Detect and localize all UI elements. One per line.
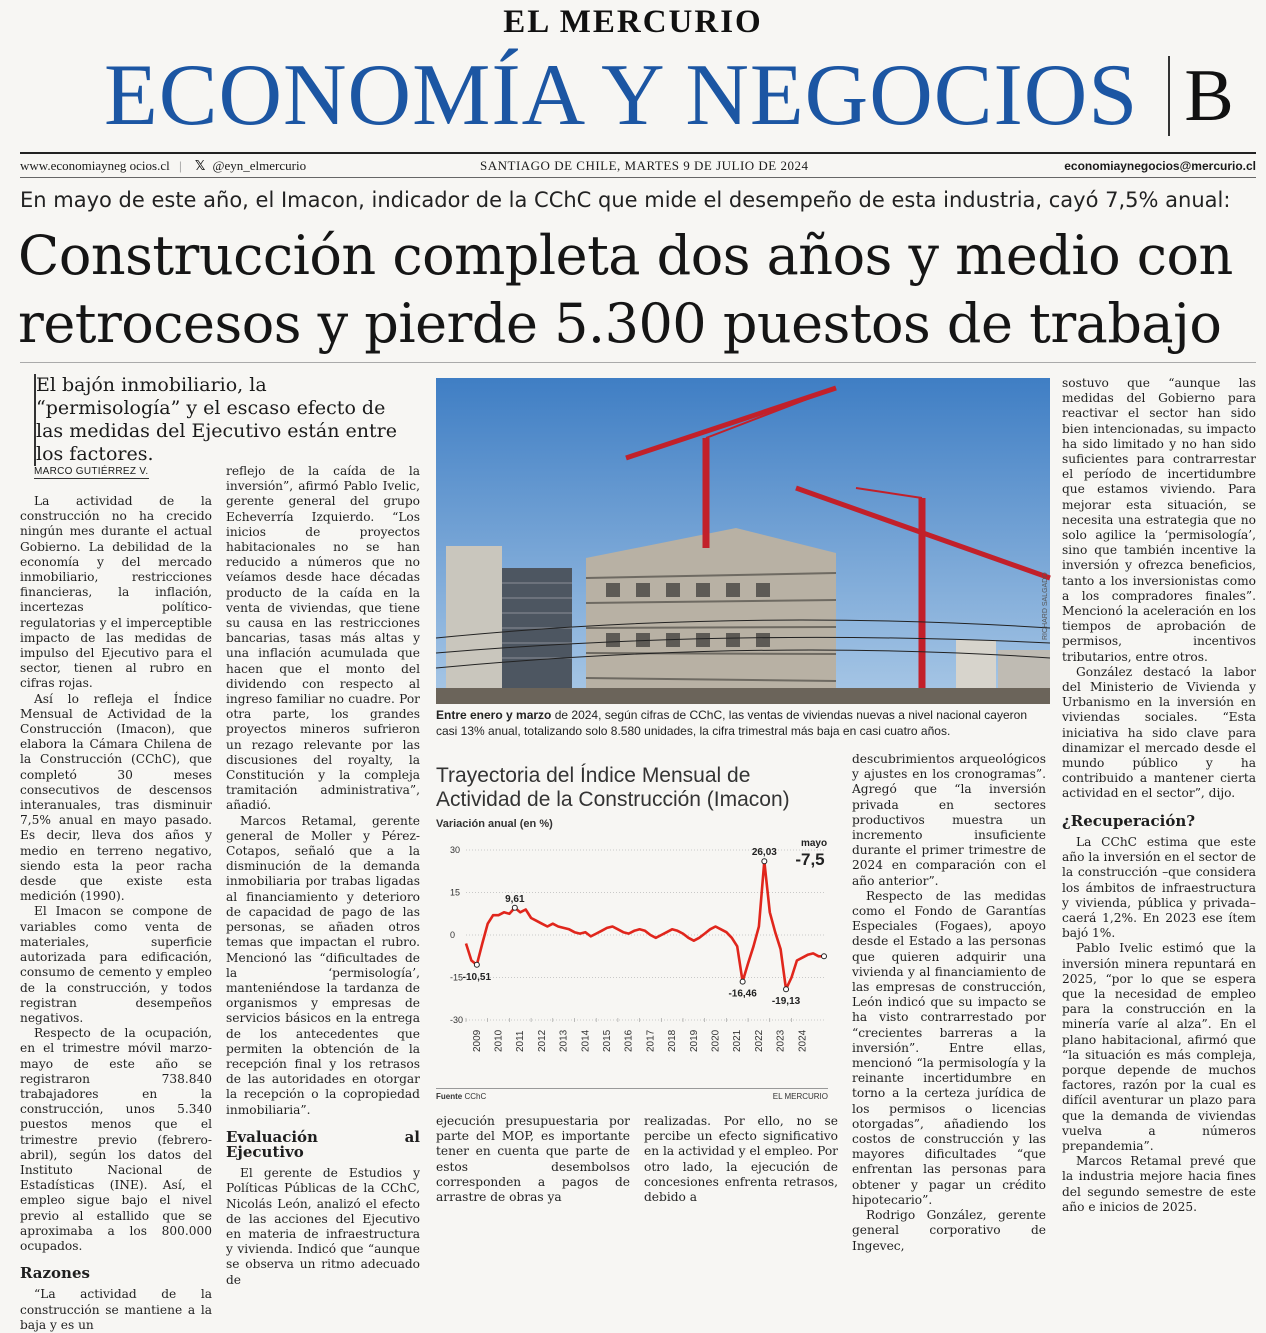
chart-source-label: Fuente xyxy=(436,1092,463,1101)
chart-ylabel: Variación anual (en %) xyxy=(436,818,553,830)
paragraph: Respecto de las medidas como el Fondo de Garantías Especiales (Fogaes), apoyo desde el Estado a las personas que quieren adquirir una vivienda y al financiamiento de las empresas de construcción, León indicó que su impacto se ha visto contrarrestado por “crecientes barreras a la inversión”. Entre ellas, mencionó “la permisología y la reinante incertidumbre en torno a la certeza jurídica de los permisos o licencias otorgadas”, añadiendo los costos de construcción y las mayores dificultades “que enfrentan las personas para obtener y pagar un crédito hipotecario”. xyxy=(852,888,1046,1207)
headline-line-2: retrocesos y pierde 5.300 puestos de trabajo xyxy=(18,292,1222,355)
separator: | xyxy=(178,158,182,173)
data-label: 9,61 xyxy=(505,893,525,905)
x-tick-label: 2016 xyxy=(623,1029,635,1052)
caption-bold: Entre enero y marzo xyxy=(436,708,552,722)
article-column-4 xyxy=(644,1114,838,1205)
y-tick-label: 30 xyxy=(450,845,461,855)
chart-footer xyxy=(436,1088,828,1101)
x-tick-label: 2019 xyxy=(688,1029,700,1052)
imacon-chart xyxy=(436,764,836,1104)
paragraph: El Imacon se compone de variables como venta de materiales, superficie autorizada para edificación, consumo de cemento y empleo de la construcción, y todos registran desempeños negativos. xyxy=(20,904,212,1025)
paragraph: Pablo Ivelic estimó que la inversión minera repuntará en 2025, “por lo que se espera que la necesidad de empleo para la construcción en la minería varíe al alza”. En el plano habitacional, afirmó que “la situación es más compleja, porque depende de muchos factores, razón por la cual es difícil aventurar un plazo para que la demanda de viviendas vuelva a números prepandemia”. xyxy=(1062,941,1256,1153)
x-tick-label: 2021 xyxy=(732,1029,744,1052)
article-headline xyxy=(18,222,1258,358)
last-label-value: -7,5 xyxy=(795,850,825,869)
subheading-recuperacion: ¿Recuperación? xyxy=(1062,811,1196,830)
x-tick-label: 2022 xyxy=(753,1029,765,1052)
data-point-marker xyxy=(784,987,789,992)
paragraph: reflejo de la caída de la inversión”, afirmó Pablo Ivelic, gerente general del grupo Echeverría Izquierdo. “Los inicios de proyectos habitacionales no se han reducido a números que no veíamos desde hace décadas producto de la caída en la venta de viviendas, que tiene su causa en las restricciones bancarias, tasas más altas y una inflación acumulada que hacen que el monto del dividendo con respecto al ingreso familiar no cuadre. Por otra parte, los grandes proyectos mineros sufrieron un rezago relevante por las discusiones del royalty, la Constitución y la compleja tramitación administrativa”, añadió. xyxy=(226,464,420,813)
photo-illustration xyxy=(436,378,1050,704)
dateline: SANTIAGO DE CHILE, MARTES 9 DE JULIO DE 2024 xyxy=(480,158,809,173)
y-tick-label: 15 xyxy=(450,887,461,898)
section-title: ECONOMÍA Y NEGOCIOS xyxy=(104,47,1139,144)
section-letter: B xyxy=(1168,56,1248,136)
paragraph: La actividad de la construcción no ha crecido ningún mes durante el actual Gobierno. La debilidad de la economía y del mercado inmobiliario, restricciones financieras, la inflación, incertezas político-regulatorias y el imperceptible impacto de las medidas de impulso del Ejecutivo para el sector, tienen al rubro en cifras rojas. xyxy=(20,494,212,691)
x-tick-label: 2009 xyxy=(471,1029,483,1052)
x-tick-label: 2017 xyxy=(645,1029,657,1052)
x-tick-label: 2015 xyxy=(602,1029,614,1052)
paragraph: González destacó la labor del Ministerio de Vivienda y Urbanismo en la inversión en viviendas sociales. “Esta iniciativa ha sido clave para dinamizar el mercado desde el mundo público y ha contribuido a mantener cierta actividad en el sector”, dijo. xyxy=(1062,664,1256,801)
imacon-series-line xyxy=(466,861,824,989)
x-tick-label: 2014 xyxy=(580,1029,592,1052)
article-column-2 xyxy=(226,464,420,1288)
article-column-6 xyxy=(1062,376,1256,1215)
x-tick-label: 2024 xyxy=(797,1029,809,1052)
x-logo-icon: 𝕏 xyxy=(194,159,206,174)
chart-plot xyxy=(436,830,836,1080)
x-tick-label: 2013 xyxy=(558,1029,570,1052)
photo-caption xyxy=(436,707,1050,739)
paragraph: Marcos Retamal, gerente general de Moller y Pérez-Cotapos, señaló que a la disminución de la demanda inmobiliaria por trabas ligadas al financiamiento y deterioro de capacidad de pago de las personas, se añaden otros temas que impactan el rubro. Mencionó las “dificultades de la ‘permisología’, manteniéndose la tardanza de organismos y empresas de servicios básicos en la entrega de los antecedentes que permiten la obtención de la recepción final y los retrasos de las autoridades en otorgar la recepción o la copropiedad inmobiliaria”. xyxy=(226,813,420,1117)
construction-photo xyxy=(436,378,1050,704)
y-tick-label: -15 xyxy=(450,972,464,983)
paragraph: Respecto de la ocupación, en el trimestre móvil marzo-mayo de este año se registraron 738.840 trabajadores en la construcción, unos 5.340 puestos menos que el trimestre previo (febrero-abril), según los datos del Instituto Nacional de Estadísticas (INE). Así, el empleo sigue bajo el nivel previo al estallido que se aproximaba a los 800.000 ocupados. xyxy=(20,1026,212,1253)
x-tick-label: 2010 xyxy=(493,1029,505,1052)
article-kicker: En mayo de este año, el Imacon, indicador de la CChC que mide el desempeño de esta industria, cayó 7,5% anual: xyxy=(20,188,1231,212)
chart-source: CChC xyxy=(464,1092,487,1101)
data-label: -10,51 xyxy=(462,971,492,983)
info-left xyxy=(20,154,306,179)
paragraph: ejecución presupuestaria por parte del MOP, es importante tener en cuenta que parte de estos desembolsos corresponden a pagos de arrastre de obras ya xyxy=(436,1114,630,1205)
x-tick-label: 2012 xyxy=(536,1029,548,1052)
last-label-month: mayo xyxy=(800,838,828,849)
x-tick-label: 2023 xyxy=(775,1029,787,1052)
website-link[interactable]: www.economiayneg ocios.cl xyxy=(20,158,170,173)
data-point-marker xyxy=(740,979,745,984)
contact-email[interactable]: economiaynegocios@mercurio.cl xyxy=(1064,159,1256,173)
paragraph: sostuvo que “aunque las medidas del Gobierno para reactivar el sector han sido bien intencionadas, su impacto ha sido limitado y no han sido suficientes para contrarrestar el período de incertidumbre que estamos viviendo. Para mejorar esta situación, se necesita una estrategia que no solo agilice la ‘permisología’, sino que también incentive la inversión y ofrezca beneficios, tanto a los inversionistas como a los compradores finales”. Mencionó la aceleración en los tiempos de aprobación de permisos, incentivos tributarios, entre otros. xyxy=(1062,376,1256,664)
data-point-marker xyxy=(474,962,479,967)
chart-publisher: EL MERCURIO xyxy=(772,1092,828,1101)
y-tick-label: -30 xyxy=(450,1015,464,1025)
y-tick-label: 0 xyxy=(450,930,456,940)
x-handle[interactable]: @eyn_elmercurio xyxy=(212,158,307,173)
paragraph: Así lo refleja el Índice Mensual de Actividad de la Construcción (Imacon), que elabora la Cámara Chilena de la Construcción (CChC), que completó 30 meses consecutivos de descensos interanuales, tras disminuir 7,5% anual en mayo pasado. Es decir, lleva dos años y medio en terreno negativo, siendo esta la peor racha desde que existe esta medición (1990). xyxy=(20,691,212,904)
photo-credit: RICHARD SALGADO xyxy=(1042,572,1049,640)
headline-divider xyxy=(20,362,1256,363)
headline-line-1: Construcción completa dos años y medio con xyxy=(18,224,1233,287)
paragraph: El gerente de Estudios y Políticas Públicas de la CChC, Nicolás León, analizó el efecto de las acciones del Ejecutivo en materia de infraestructura y vivienda. Indicó que “aunque se observa un ritmo adecuado de xyxy=(226,1166,420,1287)
paragraph: “La actividad de la construcción se mantiene a la baja y es un xyxy=(20,1287,212,1332)
article-column-1 xyxy=(20,494,212,1333)
data-label: -16,46 xyxy=(728,988,757,1000)
data-point-marker xyxy=(512,905,517,910)
paragraph: descubrimientos arqueológicos y ajustes en los cronogramas”. Agregó que “la inversión privada en sectores productivos muestra un incremento insuficiente durante el primer trimestre de 2024 en comparación con el año anterior”. xyxy=(852,752,1046,888)
data-label: 26,03 xyxy=(751,847,777,859)
paragraph: Marcos Retamal prevé que la industria mejore hacia fines del segundo semestre de este año e inicios de 2025. xyxy=(1062,1154,1256,1214)
paragraph: Rodrigo González, gerente general corporativo de Ingevec, xyxy=(852,1208,1046,1253)
byline: MARCO GUTIÉRREZ V. xyxy=(34,466,149,477)
x-tick-label: 2020 xyxy=(710,1029,722,1052)
x-tick-label: 2011 xyxy=(515,1030,527,1052)
info-bar xyxy=(20,152,1256,178)
data-label: -19,13 xyxy=(771,996,801,1008)
data-point-marker xyxy=(762,859,767,864)
caption-text: de 2024, según cifras de CChC, las ventas de viviendas nuevas a nivel nacional cayeron casi 13% anual, totalizando solo 8.580 unidades, la cifra trimestral más baja en casi cuatro años. xyxy=(436,708,1027,738)
x-tick-label: 2018 xyxy=(667,1029,679,1052)
article-column-3 xyxy=(436,1114,630,1205)
newspaper-masthead: EL MERCURIO xyxy=(503,4,763,40)
article-column-5 xyxy=(852,752,1046,1254)
paragraph: La CChC estima que este año la inversión en el sector de la construcción –que considera los ámbitos de infraestructura y vivienda, pública y privada– caerá 1,2%. En 2023 ese ítem bajó 1%. xyxy=(1062,834,1256,941)
subheading-razones: Razones xyxy=(20,1264,90,1283)
paragraph: realizadas. Por ello, no se percibe un efecto significativo en la actividad y el empleo. Por otro lado, la ejecución de concesiones enfrenta retrasos, debido a xyxy=(644,1114,838,1205)
article-deck: El bajón inmobiliario, la “permisología” y el escaso efecto de las medidas del Ejecutivo están entre los factores. xyxy=(34,374,414,466)
subheading-evaluacion: Evaluación al Ejecutivo xyxy=(226,1127,420,1161)
chart-title: Trayectoria del Índice Mensual de Actividad de la Construcción (Imacon) xyxy=(436,764,790,811)
last-point-marker xyxy=(822,954,827,959)
